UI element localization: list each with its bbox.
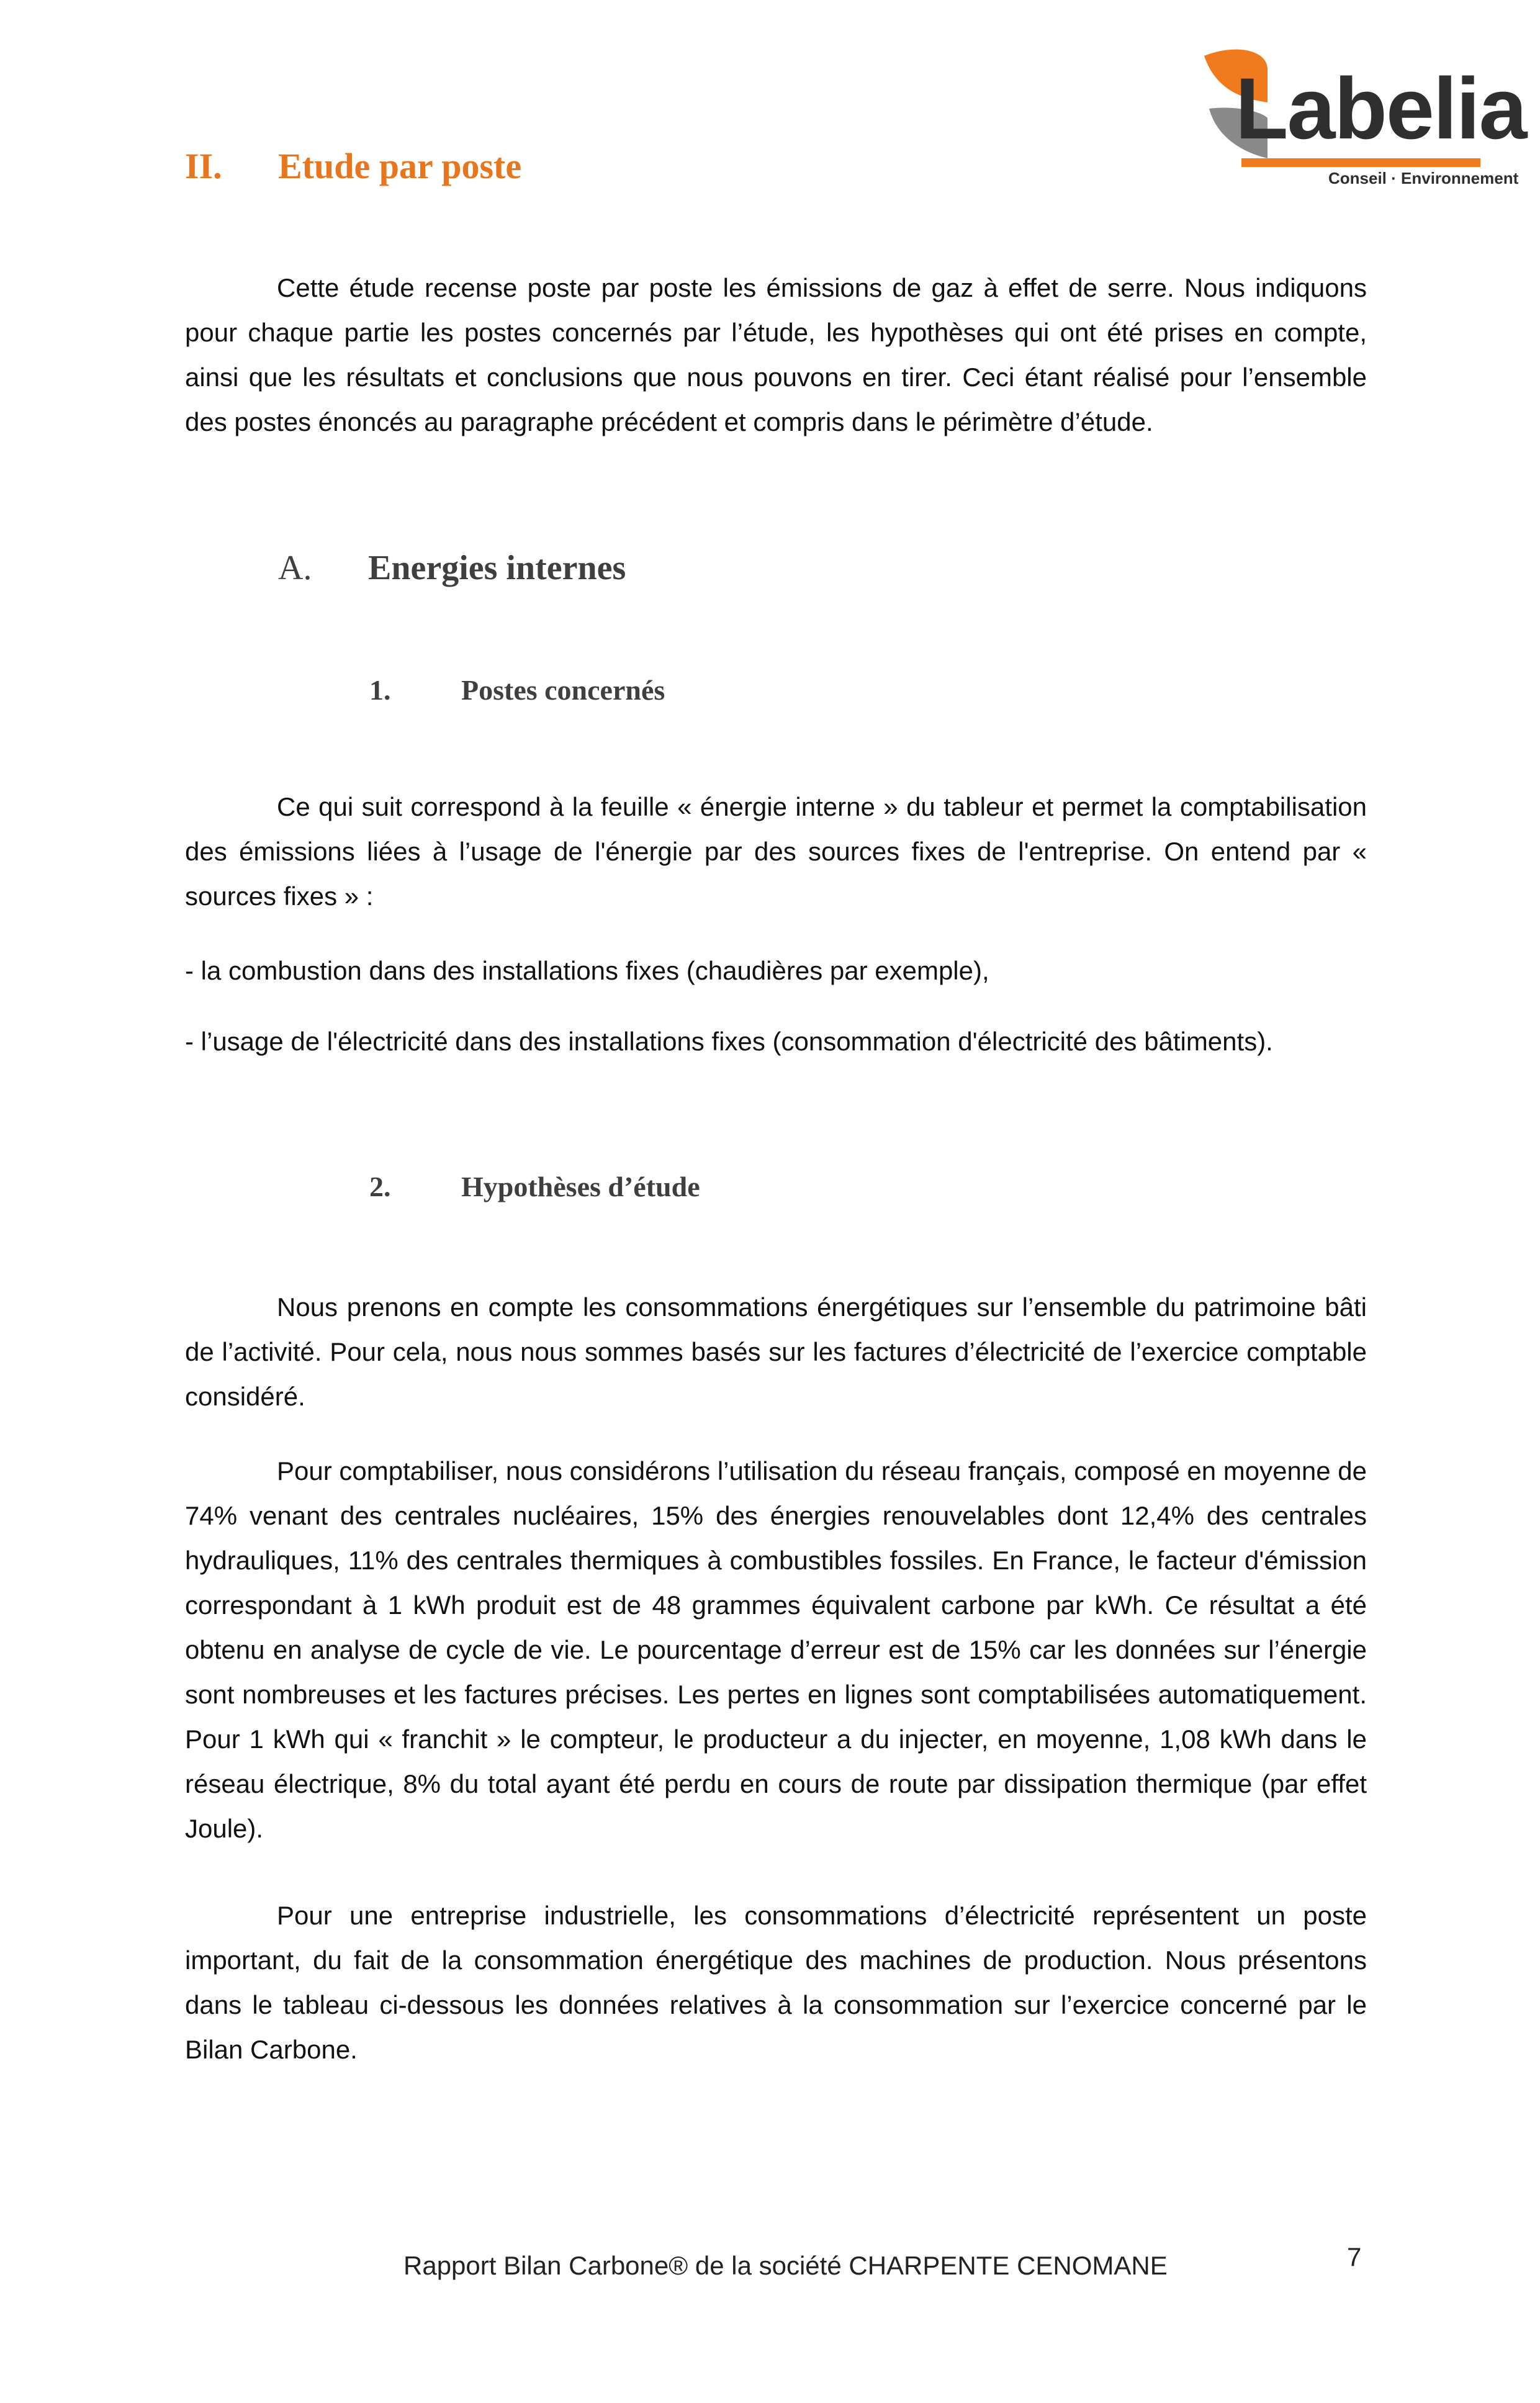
- intro-paragraph: Cette étude recense poste par poste les émissions de gaz à effet de serre. Nous indiquons pour chaque partie les postes concernés par l’étude, les hypothèses qui ont été prises en compte, ainsi que les résultats et conclusions que nous pouvons en tirer. Ceci étant réalisé pour l’ensemble des postes énoncés au paragraphe précédent et compris dans le périmètre d’étude.: [185, 273, 1367, 436]
- part2-paragraph-2: Pour comptabiliser, nous considérons l’utilisation du réseau français, composé en moyenne de 74% venant des centrales nucléaires, 15% des énergies renouvelables dont 12,4% des centrales hydrauliques, 11% des centrales thermiques à combustibles fossiles. En France, le facteur d'émission correspondant à 1 kWh produit est de 48 grammes équivalent carbone par kWh. Ce résultat a été obtenu en analyse de cycle de vie. Le pourcentage d’erreur est de 15% car les données sur l’énergie sont nombreuses et les factures précises. Les pertes en lignes sont comptabilisées automatiquement. Pour 1 kWh qui « franchit » le compteur, le producteur a du injecter, en moyenne, 1,08 kWh dans le réseau électrique, 8% du total ayant été perdu en cours de route par dissipation thermique (par effet Joule).: [185, 1456, 1367, 1843]
- labelia-logo: [1198, 37, 1526, 187]
- part2-title: Hypothèses d’étude: [461, 1171, 700, 1202]
- page-number: 7: [1347, 2242, 1362, 2271]
- subsection-title: Energies internes: [368, 549, 626, 587]
- part2-paragraph-3: Pour une entreprise industrielle, les consommations d’électricité représentent un poste important, du fait de la consommation énergétique des machines de production. Nous présentons dans le tableau ci-dessous les données relatives à la consommation sur l’exercice concerné par le Bilan Carbone.: [185, 1901, 1367, 2064]
- part2-paragraph-1: Nous prenons en compte les consommations énergétiques sur l’ensemble du patrimoine bâti de l’activité. Pour cela, nous nous sommes basés sur les factures d’électricité de l’exercice comptable considéré.: [185, 1292, 1367, 1411]
- part1-heading: [369, 672, 665, 709]
- logo-tagline: Conseil · Environnement: [1328, 169, 1519, 187]
- part1-number: 1.: [369, 674, 391, 706]
- logo-underline: [1241, 158, 1480, 167]
- part2-heading: [369, 1168, 700, 1206]
- part1-bullet-combustion: - la combustion dans des installations fixes (chaudières par exemple),: [185, 956, 989, 985]
- section-title: Etude par poste: [278, 146, 522, 186]
- page-footer: Rapport Bilan Carbone® de la société CHARPENTE CENOMANE: [403, 2251, 1168, 2280]
- subsection-letter: A.: [278, 549, 312, 587]
- part1-bullet-electricity: - l’usage de l'électricité dans des installations fixes (consommation d'électricité des bâtiments).: [185, 1027, 1273, 1056]
- section-heading: [185, 142, 521, 191]
- part1-paragraph: Ce qui suit correspond à la feuille « énergie interne » du tableur et permet la comptabilisation des émissions liées à l’usage de l'énergie par des sources fixes de l'entreprise. On entend par « sources fixes » :: [185, 792, 1367, 911]
- subsection-heading: [278, 546, 626, 590]
- part2-number: 2.: [369, 1171, 391, 1202]
- section-number: II.: [185, 146, 222, 186]
- part1-title: Postes concernés: [461, 674, 665, 706]
- logo-wordmark: Labelia: [1235, 60, 1526, 157]
